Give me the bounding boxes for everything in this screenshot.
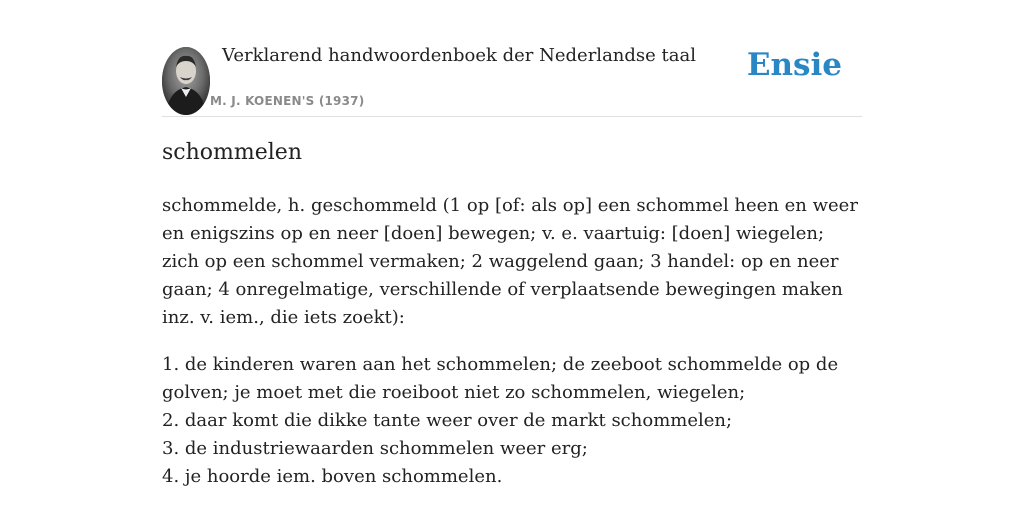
ensie-logo-link[interactable]: Ensie <box>746 47 842 83</box>
entry-headword: schommelen <box>162 140 302 165</box>
example-item: 4. je hoorde iem. boven schommelen. <box>162 466 503 487</box>
author-portrait <box>162 47 210 115</box>
example-item: 3. de industriewaarden schommelen weer erg; <box>162 438 588 459</box>
example-item: 1. de kinderen waren aan het schommelen; de zeeboot schommelde op de golven; je moet met die roeiboot niet zo schommelen, wiegelen; <box>162 354 839 403</box>
example-item: 2. daar komt die dikke tante weer over de markt schommelen; <box>162 410 733 431</box>
dictionary-title: Verklarend handwoordenboek der Nederlandse taal <box>222 45 696 66</box>
header <box>162 0 862 117</box>
entry-definition: schommelde, h. geschommeld (1 op [of: als op] een schommel heen en weer en enigszins op en neer [doen] bewegen; v. e. vaartuig: [doen] wiegelen; zich op een schommel vermaken; 2 waggelend gaan; 3 handel: op en neer gaan; 4 onregelmatige, verschillende of verplaatsende bewegingen maken inz. v. iem., die iets zoekt): <box>162 195 858 328</box>
page-content <box>162 0 862 487</box>
dictionary-author: M. J. KOENEN'S (1937) <box>210 94 365 108</box>
example-list <box>162 351 862 491</box>
